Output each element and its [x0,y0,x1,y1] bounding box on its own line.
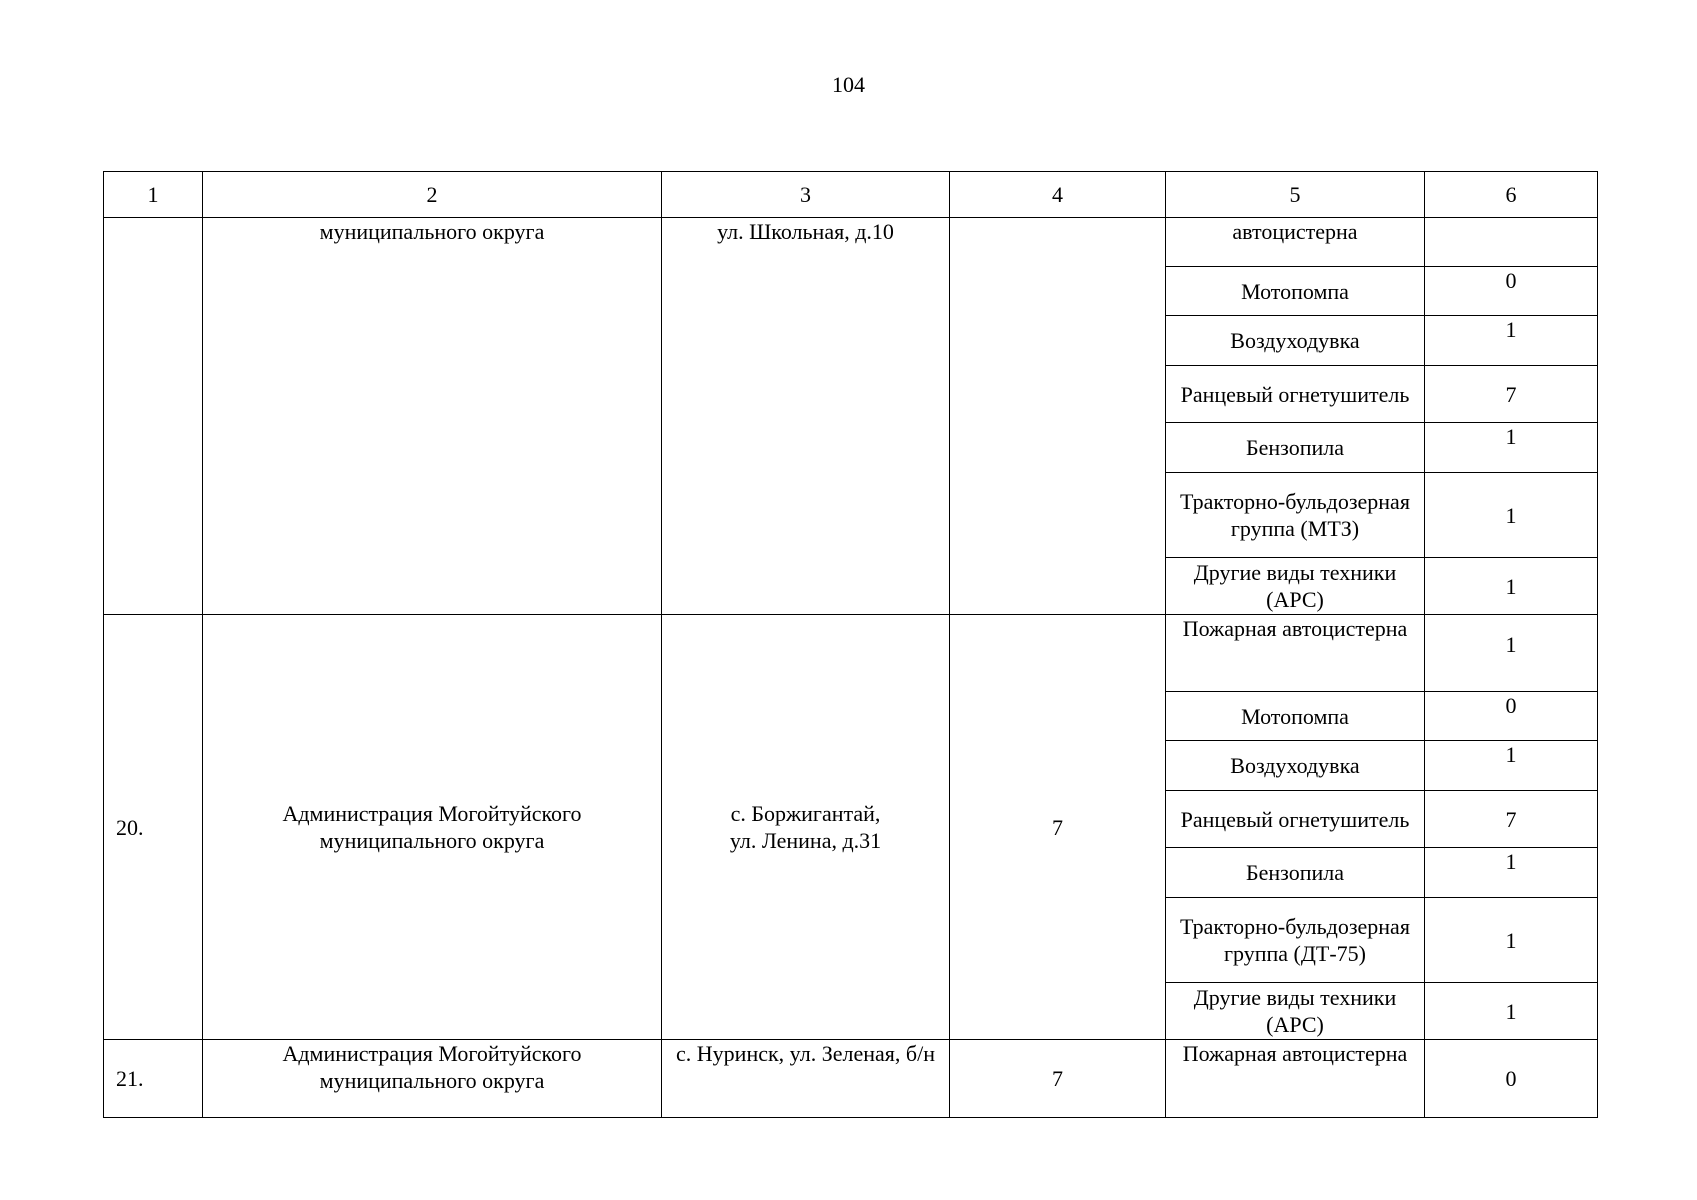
header-cell-2: 2 [203,172,662,218]
equipment-qty: 7 [1425,791,1598,848]
equipment-qty: 0 [1425,692,1598,741]
header-cell-1: 1 [104,172,203,218]
row-number-cell [104,218,203,615]
equipment-qty: 0 [1425,267,1598,316]
org-cell: муниципального округа [203,218,662,615]
equipment-qty: 1 [1425,473,1598,558]
equipment-name: Мотопомпа [1166,267,1425,316]
equipment-name: Тракторно-бульдозерная группа (МТЗ) [1166,473,1425,558]
equipment-name: Ранцевый огнетушитель [1166,791,1425,848]
address-line: ул. Ленина, д.31 [729,828,882,853]
page-number: 104 [832,72,865,97]
equipment-name: Другие виды техники (АРС) [1166,558,1425,615]
equipment-qty: 1 [1425,848,1598,898]
equipment-qty: 7 [1425,366,1598,423]
address-cell: с. Нуринск, ул. Зеленая, б/н [662,1040,950,1118]
table-row [104,218,1598,267]
row-number-cell: 20. [104,615,203,1040]
equipment-qty: 0 [1425,1040,1598,1118]
equipment-qty [1425,218,1598,267]
equipment-name: Воздуходувка [1166,316,1425,366]
equipment-name: Бензопила [1166,848,1425,898]
header-cell-3: 3 [662,172,950,218]
row-number-cell: 21. [104,1040,203,1118]
header-cell-5: 5 [1166,172,1425,218]
equipment-name: автоцистерна [1166,218,1425,267]
equipment-name: Тракторно-бульдозерная группа (ДТ-75) [1166,898,1425,983]
count-cell: 7 [950,1040,1166,1118]
equipment-qty: 1 [1425,316,1598,366]
equipment-qty: 1 [1425,983,1598,1040]
equipment-qty: 1 [1425,558,1598,615]
equipment-qty: 1 [1425,615,1598,692]
equipment-name: Ранцевый огнетушитель [1166,366,1425,423]
table-row [104,1040,1598,1118]
equipment-name: Пожарная автоцистерна [1166,615,1425,692]
equipment-name: Бензопила [1166,423,1425,473]
equipment-name: Воздуходувка [1166,741,1425,791]
org-cell: Администрация Могойтуйского муниципального округа [203,615,662,1040]
equipment-qty: 1 [1425,741,1598,791]
table-row [104,615,1598,692]
equipment-name: Мотопомпа [1166,692,1425,741]
header-cell-6: 6 [1425,172,1598,218]
header-cell-4: 4 [950,172,1166,218]
equipment-qty: 1 [1425,423,1598,473]
org-cell: Администрация Могойтуйского муниципального округа [203,1040,662,1118]
address-cell [662,615,950,1040]
address-line: с. Боржигантай, [730,801,881,826]
equipment-name: Пожарная автоцистерна [1166,1040,1425,1118]
address-cell: ул. Школьная, д.10 [662,218,950,615]
equipment-qty: 1 [1425,898,1598,983]
table-header-row [104,172,1598,218]
count-cell [950,218,1166,615]
equipment-name: Другие виды техники (АРС) [1166,983,1425,1040]
equipment-table [103,171,1598,1118]
count-cell: 7 [950,615,1166,1040]
